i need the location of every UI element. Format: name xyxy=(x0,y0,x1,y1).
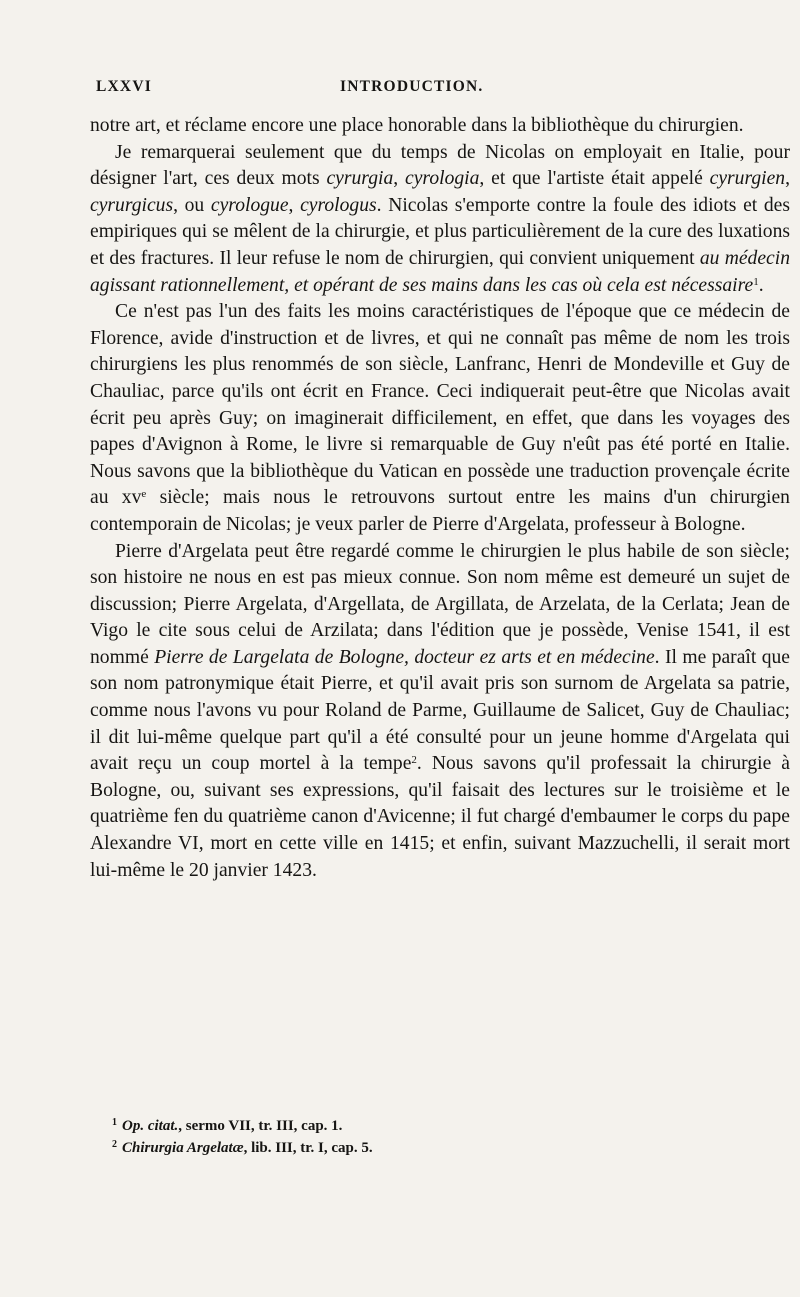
footnote-mark: 1 xyxy=(112,1117,117,1128)
note-reference: e xyxy=(141,488,147,501)
text-run: . Nous savons qu'il professait la chirurgie à Bologne, ou, suivant ses expressions, qu'il faisait des lectures sur le troisième et le quatrième fen du quatrième canon d'Avicenne; il fut chargé d'embaumer le corps du pape Alexandre VI, mort en cette ville en 1415; et enfin, suivant Mazzuchelli, il serait mort lui-même le 20 janvier 1423. xyxy=(90,753,790,881)
text-run: , xyxy=(785,168,791,190)
text-run: . Il me paraît que son nom patronymique était Pierre, et qu'il avait pris son surnom de Argelata sa patrie, comme nous l'avons vu pour Roland de Parme, Guillaume de Salicet, Guy de Chauliac; il dit lui-même quelque part qu'il a été consulté pour un jeune homme d'Argelata qui avait reçu un coup mortel à la tempe xyxy=(90,646,790,775)
footnote-mark: 2 xyxy=(112,1138,117,1150)
text-run: Ce n'est pas l'un des faits les moins caractéristiques de l'époque que ce médecin de Florence, avide d'instruction et de livres, et qui ne connaît pas même de nom les trois chirurgiens les plus renommés de son siècle, Lanfranc, Henri de Mondeville et Guy de Chauliac, parce qu'ils ont écrit en France. Ceci indiquerait peut-être que Nicolas avait écrit peu après Guy; on imaginerait difficilement, en effet, que dans les voyages des papes d'Avignon à Rome, le livre si remarquable de Guy n'eût pas été porté en Italie. Nous savons que la bibliothèque du Vatican en possède une traduction provençale écrite au xv xyxy=(90,301,790,509)
paragraph xyxy=(90,539,790,885)
body-text xyxy=(90,113,790,884)
italic-text: cyrologus xyxy=(300,194,377,216)
italic-text: au médecin agissant rationnellement, et opérant de ses mains dans les cas où cela est nécessaire xyxy=(90,247,790,296)
text-run: . Nicolas s'emporte contre la foule des idiots et des empiriques qui se mêlent de la chirurgie, et plus particulièrement de la cure des luxations et des fractures. Il leur refuse le nom de chirurgien, qui convient uniquement xyxy=(90,194,790,269)
text-run: Pierre d'Argelata peut être regardé comme le chirurgien le plus habile de son siècle; son histoire ne nous en est pas mieux connue. Son nom même est demeuré un sujet de discussion; Pierre Argelata, d'Argellata, de Argillata, de Arzelata, de la Cerlata; Jean de Vigo le cite sous celui de Arzilata; dans l'édition que je possède, Venise 1541, il est nommé xyxy=(90,540,790,668)
paragraph xyxy=(90,140,790,300)
footnote xyxy=(112,1116,772,1138)
text-run: notre art, et réclame encore une place honorable dans la bibliothèque du chirurgien. xyxy=(90,115,744,136)
footnote xyxy=(112,1138,772,1160)
text-run: , xyxy=(393,168,406,190)
footnotes xyxy=(112,1116,772,1159)
italic-text: cyrurgicus xyxy=(90,194,174,216)
note-reference: 2 xyxy=(411,754,417,767)
text-run: Je remarquerai seulement que du temps de Nicolas on employait en Italie, pour désigner l'art, ces deux mots xyxy=(90,141,790,190)
italic-text: Pierre de Largelata de Bologne, docteur ez arts et en médecine xyxy=(154,646,655,668)
text-run: , ou xyxy=(173,194,211,216)
italic-text: cyrurgien xyxy=(709,168,786,190)
text-run: , xyxy=(288,194,301,216)
italic-text: cyrologia xyxy=(405,168,480,190)
text-run: siècle; mais nous le retrouvons surtout entre les mains d'un chirurgien contemporain de Nicolas; je veux parler de Pierre d'Argelata, professeur à Bologne. xyxy=(90,487,790,535)
italic-text: cyrologue xyxy=(210,194,289,216)
paragraph xyxy=(90,299,790,538)
text-run: . xyxy=(758,274,764,296)
note-reference: 1 xyxy=(753,275,759,288)
footnote-source: Chirurgia Argelatæ xyxy=(122,1139,244,1156)
italic-text: cyrurgia xyxy=(326,168,394,190)
text-run: , et que l'artiste était appelé xyxy=(479,168,710,190)
running-title: INTRODUCTION. xyxy=(340,78,484,95)
page-number: LXXVI xyxy=(96,78,152,95)
footnote-reference: , lib. III, tr. I, cap. 5. xyxy=(243,1139,373,1156)
footnote-reference: , sermo VII, tr. III, cap. 1. xyxy=(178,1118,343,1134)
footnote-source: Op. citat. xyxy=(122,1118,179,1134)
paragraph xyxy=(90,113,790,140)
